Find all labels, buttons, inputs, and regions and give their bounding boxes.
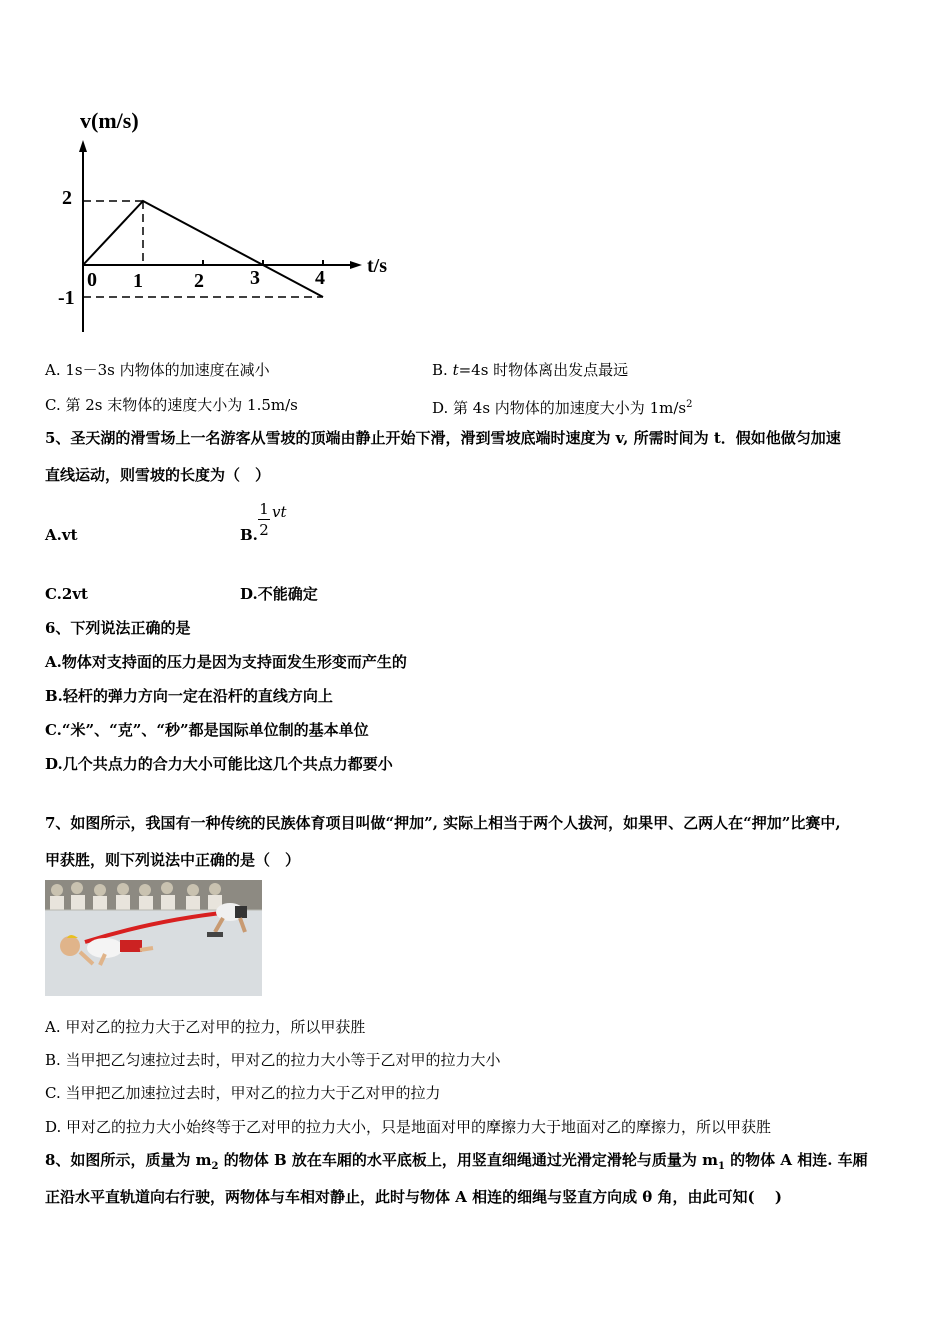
- fraction-denominator: 2: [259, 521, 269, 539]
- velocity-time-graph: [50, 100, 410, 340]
- q6-stem: 6、下列说法正确的是: [45, 619, 191, 637]
- x-axis-label: t/s: [367, 255, 387, 277]
- q5-option-c: C.2vt: [45, 585, 88, 603]
- fraction-variable: vt: [272, 502, 287, 521]
- q4-option-b: [432, 360, 628, 380]
- q7-option-d: D. 甲对乙的拉力大小始终等于乙对甲的拉力大小，只是地面对甲的摩擦力大于地面对乙的摩擦力，所以甲获胜: [45, 1118, 772, 1136]
- q4-option-b-rest: =4s 时物体离出发点最远: [458, 361, 629, 379]
- q7-option-a: A. 甲对乙的拉力大于乙对甲的拉力，所以甲获胜: [45, 1018, 366, 1036]
- q6-option-c: C.“米”、“克”、“秒”都是国际单位制的基本单位: [45, 721, 369, 739]
- x-tick-1: 1: [133, 270, 143, 292]
- q8-l1-c: 的物体 A 相连. 车厢: [724, 1151, 868, 1169]
- q5-stem-line1: 5、圣天湖的滑雪场上一名游客从雪坡的顶端由静止开始下滑，滑到雪坡底端时速度为 v, 所需时间为 t．假如他做匀加速: [45, 429, 841, 447]
- q7-option-b: B. 当甲把乙匀速拉过去时，甲对乙的拉力大小等于乙对甲的拉力大小: [45, 1051, 501, 1069]
- q4-option-d-main: D. 第 4s 内物体的加速度大小为 1m/s: [432, 399, 687, 417]
- q5-option-a: A.vt: [45, 526, 78, 544]
- q7-option-c: C. 当甲把乙加速拉过去时，甲对乙的拉力大于乙对甲的拉力: [45, 1084, 441, 1102]
- x-tick-2: 2: [194, 270, 204, 292]
- q7-stem-line2: 甲获胜，则下列说法中正确的是（ ）: [45, 851, 301, 869]
- q4-option-c: C. 第 2s 末物体的速度大小为 1.5m/s: [45, 396, 298, 414]
- q6-option-d: D.几个共点力的合力大小可能比这几个共点力都要小: [45, 755, 393, 773]
- q8-sub-1: 1: [717, 1161, 725, 1172]
- x-tick-3: 3: [250, 267, 260, 289]
- y-tick-2: 2: [62, 187, 72, 209]
- q6-option-a: A.物体对支持面的压力是因为支持面发生形变而产生的: [45, 653, 407, 671]
- q4-option-d-sup: 2: [686, 399, 693, 410]
- fraction-numerator: 1: [259, 500, 269, 518]
- q8-sub-2: 2: [211, 1161, 219, 1172]
- q5-option-d: D.不能确定: [240, 585, 318, 603]
- q5-option-b-label: B.: [240, 526, 258, 544]
- y-axis: [79, 140, 87, 332]
- q5-option-b-fraction: [256, 500, 287, 539]
- x-tick-4: 4: [315, 267, 325, 289]
- q4-option-b-prefix: B.: [432, 361, 453, 379]
- y-tick-neg1: -1: [58, 287, 75, 309]
- q6-option-b: B.轻杆的弹力方向一定在沿杆的直线方向上: [45, 687, 333, 705]
- q5-stem-line2: 直线运动，则雪坡的长度为（ ）: [45, 466, 271, 484]
- q8-l1-b: 的物体 B 放在车厢的水平底板上，用竖直细绳通过光滑定滑轮与质量为 m: [218, 1151, 718, 1169]
- yajia-photo: [45, 880, 262, 996]
- q4-option-d: [432, 395, 692, 418]
- y-axis-label: v(m/s): [80, 108, 139, 133]
- q7-stem-line1: 7、如图所示，我国有一种传统的民族体育项目叫做“押加”, 实际上相当于两个人拔河，如果甲、乙两人在“押加”比赛中,: [45, 814, 841, 832]
- q8-stem-line1: [45, 1150, 868, 1177]
- q8-stem-line2: 正沿水平直轨道向右行驶，两物体与车相对静止，此时与物体 A 相连的细绳与竖直方向成 θ 角，由此可知( ): [45, 1188, 782, 1206]
- q4-option-b-var: t: [452, 361, 459, 379]
- q4-option-a: A. 1s－3s 内物体的加速度在减小: [45, 361, 270, 379]
- q8-l1-a: 8、如图所示，质量为 m: [45, 1151, 212, 1169]
- x-tick-0: 0: [87, 269, 97, 291]
